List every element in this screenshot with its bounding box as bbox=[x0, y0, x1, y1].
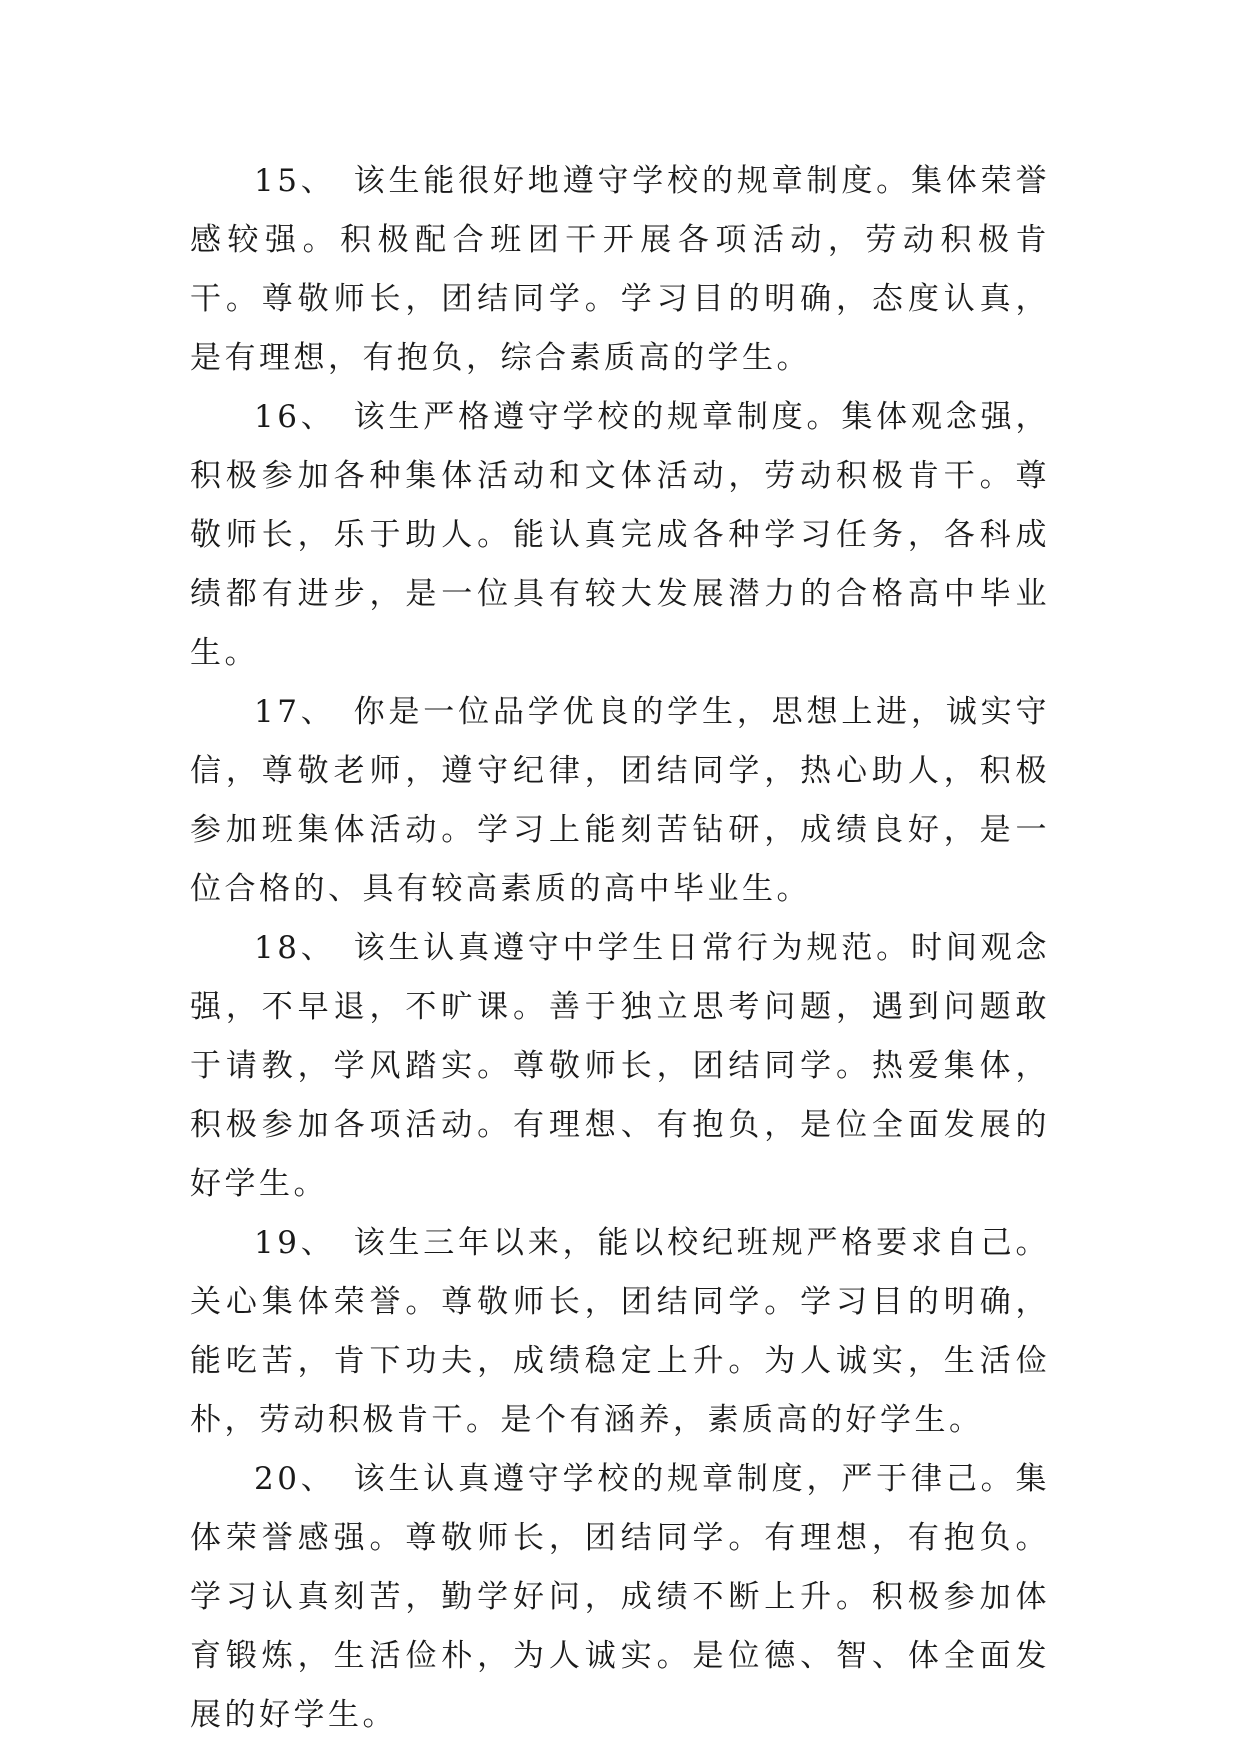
item-number: 19、 bbox=[254, 1225, 336, 1261]
list-item bbox=[190, 152, 1050, 388]
list-item bbox=[190, 388, 1050, 683]
list-item bbox=[190, 919, 1050, 1214]
item-text: 该生认真遵守中学生日常行为规范。时间观念强，不早退，不旷课。善于独立思考问题，遇到问题敢于请教，学风踏实。尊敬师长，团结同学。热爱集体，积极参加各项活动。有理想、有抱负，是位全面发展的好学生。 bbox=[190, 930, 1050, 1202]
item-number: 17、 bbox=[254, 694, 336, 730]
item-number: 20、 bbox=[254, 1461, 336, 1497]
item-text: 该生三年以来，能以校纪班规严格要求自己。关心集体荣誉。尊敬师长，团结同学。学习目的明确，能吃苦，肯下功夫，成绩稳定上升。为人诚实，生活俭朴，劳动积极肯干。是个有涵养，素质高的好学生。 bbox=[190, 1225, 1050, 1438]
item-text: 该生认真遵守学校的规章制度，严于律己。集体荣誉感强。尊敬师长，团结同学。有理想，有抱负。学习认真刻苦，勤学好问，成绩不断上升。积极参加体育锻炼，生活俭朴，为人诚实。是位德、智、体全面发展的好学生。 bbox=[190, 1461, 1050, 1733]
item-number: 15、 bbox=[254, 163, 336, 199]
document-body bbox=[190, 152, 1050, 1745]
item-number: 18、 bbox=[254, 930, 336, 966]
item-number: 16、 bbox=[254, 399, 336, 435]
list-item bbox=[190, 683, 1050, 919]
item-text: 该生能很好地遵守学校的规章制度。集体荣誉感较强。积极配合班团干开展各项活动，劳动积极肯干。尊敬师长，团结同学。学习目的明确，态度认真，是有理想，有抱负，综合素质高的学生。 bbox=[190, 163, 1050, 376]
list-item bbox=[190, 1450, 1050, 1745]
list-item bbox=[190, 1214, 1050, 1450]
item-text: 你是一位品学优良的学生，思想上进，诚实守信，尊敬老师，遵守纪律，团结同学，热心助人，积极参加班集体活动。学习上能刻苦钻研，成绩良好，是一位合格的、具有较高素质的高中毕业生。 bbox=[190, 694, 1050, 907]
item-text: 该生严格遵守学校的规章制度。集体观念强，积极参加各种集体活动和文体活动，劳动积极肯干。尊敬师长，乐于助人。能认真完成各种学习任务，各科成绩都有进步，是一位具有较大发展潜力的合格高中毕业生。 bbox=[190, 399, 1050, 671]
